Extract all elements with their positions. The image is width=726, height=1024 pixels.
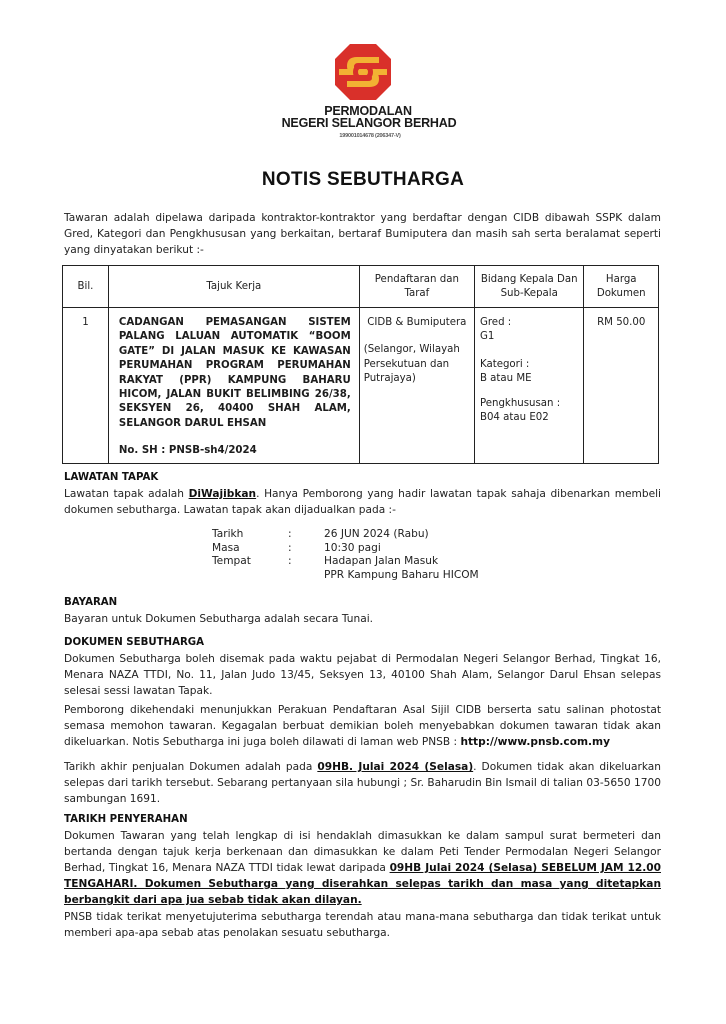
registration-type: CIDB & Bumiputera xyxy=(367,317,467,328)
section-heading-penyerahan: TARIKH PENYERAHAN xyxy=(64,814,188,825)
intro-paragraph: Tawaran adalah dipelawa daripada kontraktor-kontraktor yang berdaftar dengan CIDB dibawah SSPK dalam Gred, Kategori dan Pengkhususan yang berkaitan, bertaraf Bumiputera dan masih sah serta beralamat seperti yang dinyatakan berikut :- xyxy=(64,212,661,256)
gred-value: G1 xyxy=(479,331,495,343)
cell-harga: RM 50.00 xyxy=(584,308,659,464)
schedule-value: 26 JUN 2024 (Rabu) xyxy=(324,528,429,540)
notice-title: NOTIS SEBUTHARGA xyxy=(261,169,465,190)
website-link[interactable]: http://www.pnsb.com.my xyxy=(460,736,610,748)
schedule-separator: : xyxy=(288,541,292,554)
col-header-tajuk-kerja: Tajuk Kerja xyxy=(108,266,359,308)
cell-bidang xyxy=(474,308,584,464)
table-row xyxy=(63,308,659,464)
dokumen-paragraph-3 xyxy=(64,759,661,807)
mandatory-emphasis: DiWajibkan xyxy=(188,488,257,500)
sale-deadline-date: 09HB. Julai 2024 (Selasa) xyxy=(317,761,474,773)
kategori-label: Kategori : xyxy=(479,358,530,370)
dokumen-paragraph-1: Dokumen Sebutharga boleh disemak pada waktu pejabat di Permodalan Negeri Selangor Berhad, Tingkat 16, Menara NAZA TTDI, No. 11, Jalan Judo 13/45, Seksyen 13, 40100 Shah Alam, Selangor Darul Ehsan selepas selesai sessi lawatan Tapak. xyxy=(64,653,661,697)
lawatan-paragraph xyxy=(64,486,661,518)
gred-label: Gred : xyxy=(479,317,512,328)
deadline-text: Tarikh akhir penjualan Dokumen adalah pada xyxy=(64,761,318,773)
dokumen-paragraph-2 xyxy=(64,702,661,750)
lawatan-text: Lawatan tapak adalah xyxy=(64,488,189,500)
pengkhususan-value: B04 atau E02 xyxy=(479,412,549,424)
col-header-bil: Bil. xyxy=(63,266,109,308)
bayaran-paragraph: Bayaran untuk Dokumen Sebutharga adalah secara Tunai. xyxy=(64,613,374,625)
company-registration-number: 199001014678 (206347-V) xyxy=(339,133,401,139)
col-header-bidang: Bidang Kepala Dan Sub-Kepala xyxy=(474,266,584,308)
penyerahan-text: Dokumen Tawaran yang telah lengkap di isi hendaklah dimasukkan ke dalam sampul surat bermeteri dan bertanda dengan tajuk kerja berkenaan dan dimasukkan ke dalam Peti Tender Permodalan Negeri Selangor Berhad, Tingkat 16, Menara NAZA TTDI tidak lewat daripada xyxy=(64,830,661,874)
col-header-pendaftaran: Pendaftaran dan Taraf xyxy=(359,266,474,308)
closing-paragraph: PNSB tidak terikat menyetujuterima sebutharga terendah atau mana-mana sebutharga dan tidak terikat untuk memberi apa-apa sebab atas penolakan sesuatu sebutharga. xyxy=(64,911,661,939)
schedule-label: Tempat xyxy=(212,555,251,568)
section-heading-lawatan-tapak: LAWATAN TAPAK xyxy=(64,472,159,483)
table-header-row xyxy=(63,266,659,308)
schedule-label: Tarikh xyxy=(212,528,244,540)
cell-tajuk-kerja xyxy=(108,308,359,464)
company-name-line2: NEGERI SELANGOR BERHAD xyxy=(281,116,457,130)
tender-table xyxy=(62,265,659,464)
schedule-row xyxy=(212,528,479,542)
company-logo-block xyxy=(0,42,726,142)
reference-number: No. SH : PNSB-sh4/2024 xyxy=(118,445,257,457)
schedule-separator: : xyxy=(288,528,292,540)
site-visit-schedule xyxy=(212,528,479,582)
company-name-line1: PERMODALAN xyxy=(324,104,412,118)
deadline-text-cont: . Dokumen tidak akan dikeluarkan selepas dari tarikh tersebut. Sebarang pertanyaan sila hubungi ; Sr. Baharudin Bin Ismail di talian 03-5650 1700 sambungan 1691. xyxy=(64,761,662,805)
schedule-value: PPR Kampung Baharu HICOM xyxy=(324,568,479,581)
schedule-value: Hadapan Jalan Masuk xyxy=(324,555,439,568)
kategori-value: B atau ME xyxy=(479,373,532,385)
schedule-row xyxy=(212,569,479,583)
schedule-label xyxy=(212,569,288,583)
penyerahan-paragraph xyxy=(64,828,661,908)
dokumen-text: Pemborong dikehendaki menunjukkan Perakuan Pendaftaran Asal Sijil CIDB berserta satu salinan photostat semasa memohon tawaran. Kegagalan berbuat demikian boleh menyebabkan dokumen tawaran tidak akan dikeluarkan. Notis Sebutharga ini juga boleh dilawati di laman web PNSB : xyxy=(64,704,661,748)
registration-region: (Selangor, Wilayah Persekutuan dan Putrajaya) xyxy=(363,344,460,385)
pnsb-logo-icon xyxy=(333,42,393,102)
cell-pendaftaran xyxy=(359,308,474,464)
submission-deadline: 09HB Julai 2024 (Selasa) SEBELUM JAM 12.00 TENGAHARI. Dokumen Sebutharga yang diserahkan selepas tarikh dan masa yang ditetapkan berbangkit dari apa jua sebab tidak akan dilayan. xyxy=(64,862,661,906)
section-heading-bayaran: BAYARAN xyxy=(64,597,118,608)
work-title: CADANGAN PEMASANGAN SISTEM PALANG LALUAN AUTOMATIK “BOOM GATE” DI JALAN MASUK KE KAWASAN PERUMAHAN PROGRAM PERUMAHAN RAKYAT (PPR) KAMPUNG BAHARU HICOM, JALAN BUKIT BELIMBING 26/38, SEKSYEN 26, 40400 SHAH ALAM, SELANGOR DARUL EHSAN xyxy=(118,317,351,429)
schedule-label: Masa xyxy=(212,541,240,554)
section-heading-dokumen: DOKUMEN SEBUTHARGA xyxy=(64,637,205,648)
schedule-row xyxy=(212,555,479,569)
lawatan-text-cont: . Hanya Pemborong yang hadir lawatan tapak sahaja dibenarkan membeli dokumen sebutharga. Lawatan tapak akan dijadualkan pada :- xyxy=(64,488,661,516)
cell-bil: 1 xyxy=(63,308,109,464)
schedule-value: 10:30 pagi xyxy=(324,541,381,554)
schedule-row xyxy=(212,542,479,556)
schedule-separator: : xyxy=(288,555,292,568)
pengkhususan-label: Pengkhususan : xyxy=(479,397,561,409)
col-header-harga: Harga Dokumen xyxy=(584,266,659,308)
